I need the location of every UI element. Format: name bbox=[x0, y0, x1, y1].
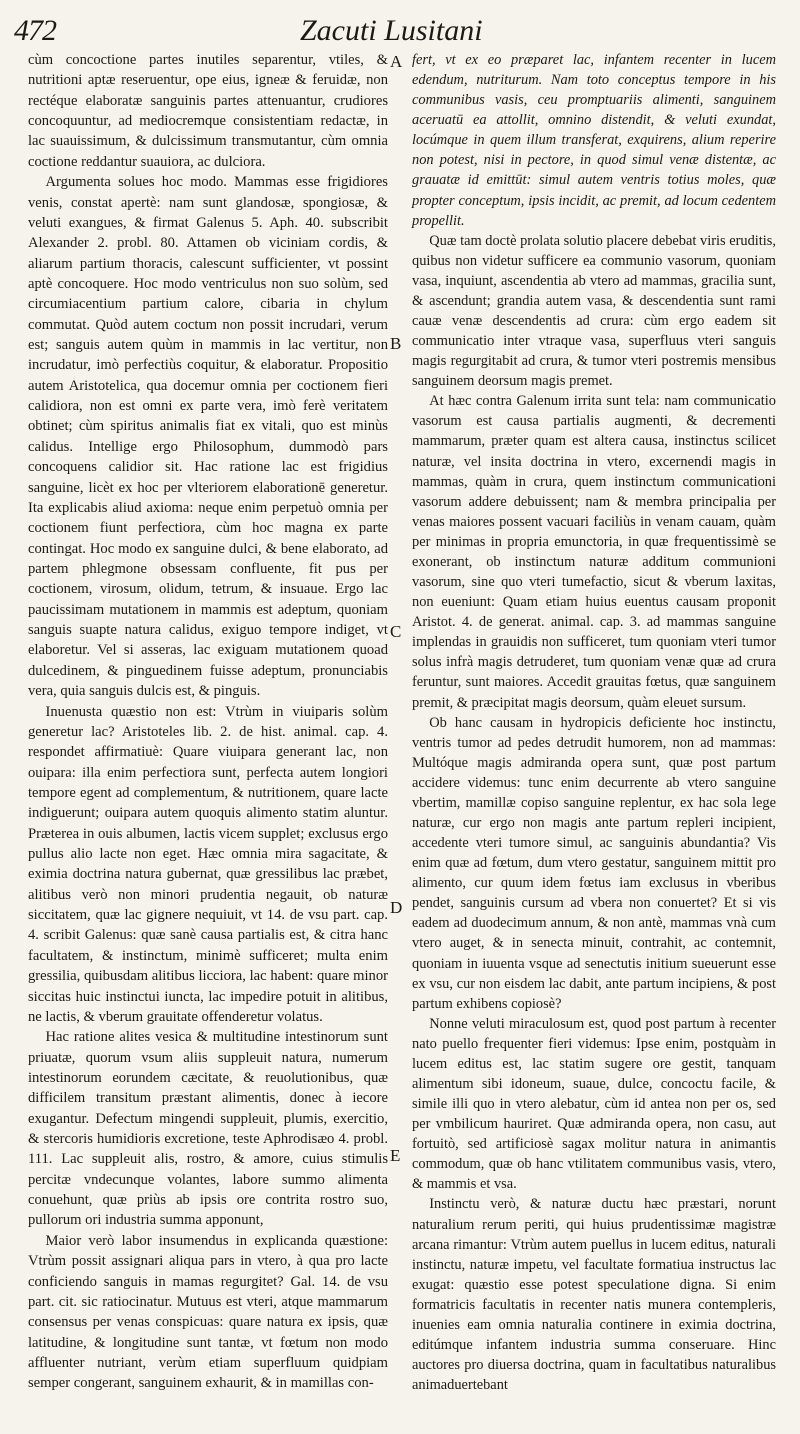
margin-letter-a: A bbox=[390, 52, 403, 71]
right-text-column bbox=[412, 50, 776, 1395]
right-column-paragraph: fert, vt ex eo præparet lac, infantem recenter in lucem edendum, nutriturum. Nam toto conceptus tempore in his communibus vasis, ceu promptuariis alimenti, sanguinem aceruatū ea attollit, omnino distendit, & veluti exundat, locúmque in quem illum transferat, exquirens, alium reperire non potest, nisi in pectore, in quod simul venæ distentæ, ac grauatæ id emittūt: simul autem ventris totius moles, quæ propter conceptum, ipsis incidit, ac premit, ad locum cedentem propellit. bbox=[412, 52, 776, 229]
left-column-paragraph: cùm concoctione partes inutiles separentur, vtiles, & nutritioni aptæ reseruentur, ope eius, igneæ & feruidæ, non rectéque elaboratæ sanguinis partes attenuantur, crudiores concoquuntur, ad mediocremque consistentiam redactæ, in lac suauissimum, & dulcissimum transmutantur, cùm omnia coctione reddantur suauiora, ac dulciora. bbox=[28, 52, 388, 170]
margin-letter-d: D bbox=[390, 898, 403, 917]
margin-letter-b: B bbox=[390, 334, 402, 353]
right-column-paragraph: Nonne veluti miraculosum est, quod post partum à recenter nato puello frequenter fieri videmus: Ipse enim, postquàm in lucem editus est, lac statim sugere ore gestit, tanquam alimentum sibi idoneum, suaue, dulce, concoctu facile, & simile illi quo in vtero alebatur, cùm id antea non per os, sed per vmbilicum hauriret. Quæ admiranda opera, non casu, aut fortuitò, sed artificiosè sagax molitur natura in animantis commodum, quæ ob hanc vtilitatem communibus vasis, vtero, & mammis et vsa. bbox=[412, 1015, 776, 1193]
margin-letter-e: E bbox=[390, 1146, 401, 1165]
left-column-paragraph: Argumenta solues hoc modo. Mammas esse frigidiores venis, constat apertè: nam sunt glandosæ, spongiosæ, & veluti exangues, & firmat Galenus 5. Aph. 40. subscribit Alexander 2. probl. 80. Attamen ob viciniam cordis, & aliarum partium thoracis, calescunt sufficienter, vt possint aptè concoquere. Hoc modo ventriculus non suo solùm, sed circumiacentium partium calore, cibaria in chylum commutat. Quòd autem coctum non possit incrudari, verum est; sanguis autem quùm in mammis in lac vertitur, non incrudatur, imò perfectiùs coquitur, & elaboratur. Propositio autem Aristotelica, qua docemur omnia per coctionem fieri calidiora, non est omni ex parte vera, imò ferè veritatem obtinet; cùm spiritus animalis fiat ex vitali, quo est minùs calidus. Intellige ergo Philosophum, dummodò pars concoquens calidior sit. Hac ratione lac est frigidius sanguine, licèt ex hoc per vlteriorem elaborationē generetur. Ita explicabis aliud axioma: neque enim perpetuò omnia per coctionem fiunt perfectiora, cùm hoc magna ex parte contingat. Hoc modo ex sanguine dulci, & bene elaborato, ad partem phlegmone obsessam confluente, fit pus per coctionem, virosum, olidum, tetrum, & insuaue. Ergo lac paucissimam mutationem in mammis est adeptum, quoniam sanguis suapte natura calidus, exiguo tempore indiget, vt elaboretur. Vel si asseras, lac exiguam mutationem quoad dulcedinem, & pinguedinem fuisse adeptum, pronunciabis vera, quia sanguis dulcis est, & pinguis. bbox=[28, 174, 388, 700]
left-column-paragraph: Hac ratione alites vesica & multitudine intestinorum sunt priuatæ, quorum vsum aliis suppleuit natura, numerum intestinorum eorundem cæcitate, & reuolutionibus, quæ difficilem transitum præstant alimentis, donec à iecore exugantur. Defectum mingendi suppleuit, plumis, exercitio, & stercoris humidioris excretione, teste Aphrodisæo 4. probl. 111. Lac suppleuit alis, rostro, & amore, cuius stimulis percitæ vndecunque volantes, labore summo alimenta conuehunt, quæ priùs ab ipsis ore contrita rostro suo, pullorum ori industria summa apponunt, bbox=[28, 1029, 388, 1229]
left-column-paragraph: Inuenusta quæstio non est: Vtrùm in viuiparis solùm generetur lac? Aristoteles lib. 2. de hist. animal. cap. 4. respondet affirmatiuè: Quare viuipara generant lac, non ouipara: illa enim perfectiora sunt, perfecta autem longiori tempore egent ad complementum, & nutritionem, quare lacte indiguerunt; ouipara autem quoquis alimento statim aluntur. Præterea in ouis albumen, lactis vicem supplet; exclusus ergo pullus alio lacte non eget. Hæc omnia mira sagacitate, & eximia doctrina natura gubernat, quæ gressilibus lac præbet, alitibus verò non minori prudentia negauit, ob naturæ siccitatem, quæ lac gignere nequiuit, vt 14. de vsu part. cap. 4. scribit Galenus: quæ sanè causa partialis est, & citra hanc facultatem, & instinctum, minimè sufficeret; multa enim gressilia, quibusdam alitibus licciora, lac habent: quare minor siccitas huic instinctui iuncta, lac impedire potuit in alitibus, ne lactis, & vberum grauitate offenderetur volatus. bbox=[28, 703, 388, 1025]
right-column-paragraph: Instinctu verò, & naturæ ductu hæc præstari, norunt naturalium rerum periti, qui huius prudentissimæ magistræ arcana rimantur: Vtrùm autem puellus in lucem editus, naturali instinctu, naturæ impetu, vel facultate formatiua instructus lac exugat: quæstio esse potest speculatione digna. Si enim formatricis facultatis in recenter natis munera contempleris, inuenies eam omnia naturalia continere in eximia doctrina, editúmque infantem industria summa conseruare. Hinc auctores pro diuersa doctrina, quam in facultatibus naturalibus animaduertebant bbox=[412, 1196, 776, 1394]
right-column-paragraph: At hæc contra Galenum irrita sunt tela: nam communicatio vasorum est causa partialis augmenti, & decrementi mammarum, præter quam est altera causa, instinctus scilicet naturæ, vel insita doctrina in vtero, excernendi magis in mammas, quàm in crura, quem instinctum communicationi vasorum addere debuissent; nam & membra principalia per venas maiores possent vacuari faciliùs in venam cauam, quàm per minimas in propria emunctoria, in quæ frequentissimè se exonerant, ob instinctum naturæ additum communioni vasorum, sine quo vteri tumefactio, sicut & vberum laxitas, non eueniunt: Quam etiam huius euentus causam proponit Aristot. 4. de generat. animal. cap. 3. ad mammas sanguine implendas in grauidis non sufficeret, tum quoniam vteri tumor solus infrà magis detruderet, tum quoniam venæ quæ ad crura feruntur, sunt maiores. Accedit grauitas fœtus, quæ sanguinem premit, & præcipitat magis deorsum, quàm eleuet sursum. bbox=[412, 393, 776, 711]
left-column-paragraph: Maior verò labor insumendus in explicanda quæstione: Vtrùm possit assignari aliqua pars in vtero, à qua pro lacte conficiendo sanguis in mamas regurgitet? Gal. 14. de vsu part. cit. sic ratiocinatur. Mutuus est vteri, atque mammarum consensus per venas conspicuas: quare natura ex ipsis, quæ latitudine, & longitudine sunt tantæ, vt fœtum non modo affluenter nutriant, verùm etiam superfluum quidpiam semper congerant, sanguinem exhaurit, & in mamillas con- bbox=[28, 1232, 388, 1392]
right-column-paragraph: Ob hanc causam in hydropicis deficiente hoc instinctu, ventris tumor ad pedes detrudit humorem, non ad mammas: Multóque magis admiranda opera sunt, quæ post partum accidere videmus: tunc enim decurrente ab vtero sanguine vbertim, mamillæ copiso sanguine replentur, ex hac sola lege naturæ, cur ergo non magis ante partum repleri incipient, accedente vteri tumore simul, ac sanguinis abundantia? Vis enim quæ ad fœtum, dum vtero gestatur, sanguinem mittit pro alimento, cur quum idem fœtus iam exclusus in vberibus pendet, sanguinis cursum ad vbera non conuertet? Et si vis eadem ad duodecimum annum, & non antè, mammas vnà cum vtero auget, & in senecta minuit, contrahit, ac contemnit, quoniam in iuuenta vsque ad senectutis initium sueuerunt esse ex vsu, cur non eisdem lac dabit, ante partum incipiens, & post partum exhibens copiosè? bbox=[412, 714, 776, 1012]
left-text-column bbox=[28, 50, 388, 1394]
right-column-paragraph: Quæ tam doctè prolata solutio placere debebat viris eruditis, quibus non videtur sufficere ea communio vasorum, quoniam vasa, inquiunt, ascendentia ab vtero ad mammas, gracilia sunt, & ascendunt; grandia autem vasa, & descendentia sunt rami cauæ venæ descendentis ad crura: cùm ergo eadem sit communicatio inter vtraque vasa, superfluus vteri sanguis magis regurgitabit ad crura, & tumor vteri postremis mensibus sanguinem deorsum magis premet. bbox=[412, 232, 776, 390]
running-head: Zacuti Lusitani bbox=[300, 14, 483, 47]
page-number: 472 bbox=[14, 14, 56, 47]
margin-letter-c: C bbox=[390, 622, 402, 641]
